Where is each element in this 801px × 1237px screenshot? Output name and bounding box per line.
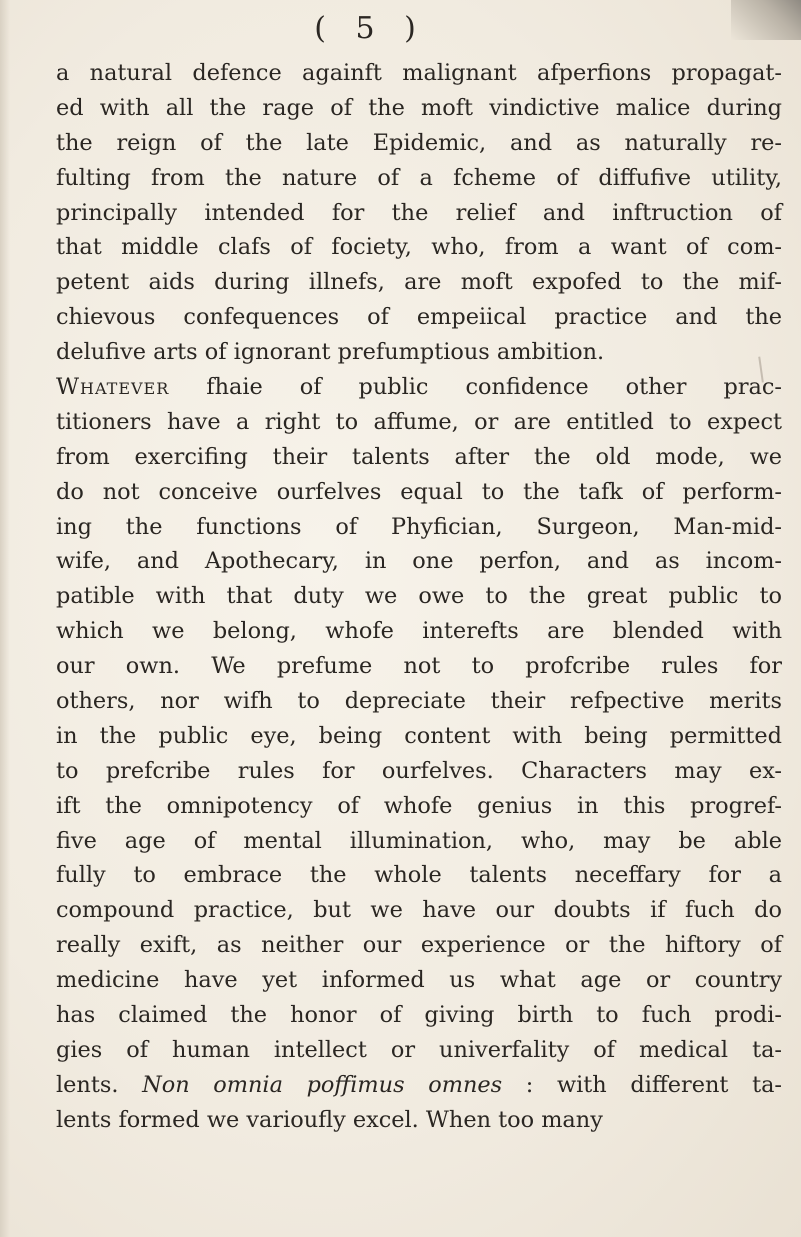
text-line: lents formed we varioufly excel. When too many	[56, 1106, 603, 1133]
text-line: wife, and Apothecary, in one perfon, and as incom-	[56, 548, 782, 575]
paragraph-first-line	[56, 370, 782, 405]
line-end-text: : with different ta-	[502, 1071, 782, 1098]
text-line: patible with that duty we owe to the great public to	[56, 583, 782, 610]
text-line: compound practice, but we have our doubts if fuch do	[56, 897, 782, 924]
text-line: titioners have a right to affume, or are entitled to expect	[56, 408, 782, 435]
text-line: our own. We prefume not to profcribe rules for	[56, 653, 782, 680]
paragraph-first-line-rest: fhaie of public confidence other prac-	[169, 374, 782, 401]
text-line: do not conceive ourfelves equal to the tafk of perform-	[56, 478, 782, 505]
page-corner-shadow	[731, 0, 801, 40]
text-line: principally intended for the relief and inftruction of	[56, 199, 782, 226]
page-number: ( 5 )	[314, 11, 426, 46]
paragraph-lead-word: Whatever	[56, 374, 170, 401]
text-line: to prefcribe rules for ourfelves. Characters may ex-	[56, 757, 782, 784]
text-line: five age of mental illumination, who, may be able	[56, 827, 782, 854]
text-line: petent aids during illnefs, are moft expofed to the mif-	[56, 269, 782, 296]
text-line: that middle clafs of fociety, who, from a want of com-	[56, 234, 782, 261]
text-line: from exercifing their talents after the old mode, we	[56, 443, 782, 470]
text-line: gies of human intellect or univerfality of medical ta-	[56, 1036, 782, 1063]
text-line: others, nor wifh to depreciate their refpective merits	[56, 688, 782, 715]
text-line: in the public eye, being content with being permitted	[56, 722, 782, 749]
text-line: really exift, as neither our experience or the hiftory of	[56, 932, 782, 959]
text-line: ing the functions of Phyfician, Surgeon, Man-mid-	[56, 513, 782, 540]
page-body-text	[56, 56, 782, 1138]
line-start-text: lents.	[56, 1071, 119, 1098]
text-line: chievous confequences of empeiical practice and the	[56, 304, 782, 331]
text-line: fully to embrace the whole talents neceffary for a	[56, 862, 782, 889]
text-line-with-latin	[56, 1068, 782, 1103]
text-line: has claimed the honor of giving birth to fuch prodi-	[56, 1002, 782, 1029]
text-line: a natural defence againft malignant afperfions propagat-	[56, 60, 782, 86]
text-line: medicine have yet informed us what age or country	[56, 967, 782, 994]
text-line: the reign of the late Epidemic, and as naturally re-	[56, 129, 782, 156]
page-gutter-shadow	[0, 0, 10, 1237]
text-line: ed with all the rage of the moft vindictive malice during	[56, 94, 782, 121]
latin-phrase: Non omnia poffimus omnes	[142, 1071, 503, 1098]
text-line: fulting from the nature of a fcheme of diffufive utility,	[56, 164, 782, 191]
text-line: which we belong, whofe interefts are blended with	[56, 618, 782, 645]
text-line: ift the omnipotency of whofe genius in this progref-	[56, 792, 782, 819]
text-line: delufive arts of ignorant prefumptious ambition.	[56, 339, 605, 366]
